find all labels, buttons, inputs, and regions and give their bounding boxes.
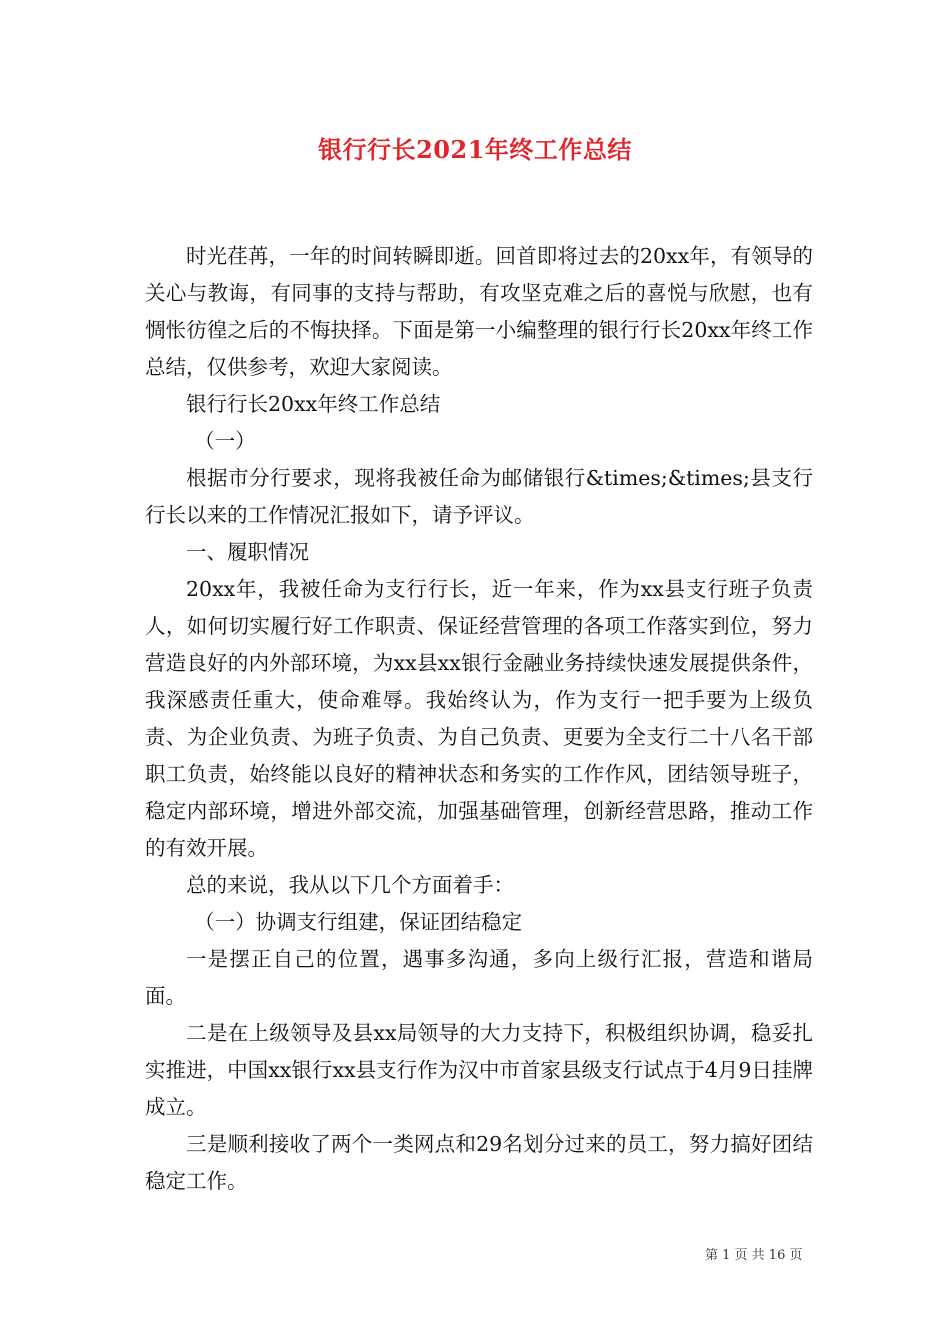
- paragraph-section-marker: （一）: [194, 429, 256, 453]
- page-footer: 第 1 页 共 16 页: [705, 1248, 803, 1263]
- paragraph-subtitle: 银行行长20xx年终工作总结: [186, 392, 441, 416]
- document-title: 银行行长2021年终工作总结: [318, 135, 632, 164]
- document-body: [145, 238, 813, 1200]
- paragraph-intro: 时光荏苒，一年的时间转瞬即逝。回首即将过去的20xx年，有领导的关心与教诲，有同事的支持与帮助，有攻坚克难之后的喜悦与欣慰，也有惆怅彷徨之后的不悔抉择。下面是第一小编整理的银行行长20xx年终工作总结，仅供参考，欢迎大家阅读。: [145, 244, 813, 379]
- paragraph-item-three: 三是顺利接收了两个一类网点和29名划分过来的员工，努力搞好团结稳定工作。: [145, 1132, 813, 1193]
- paragraph-heading-duties: 一、履职情况: [186, 540, 309, 564]
- paragraph-report-preface: 根据市分行要求，现将我被任命为邮储银行&times;&times;县支行行长以来的工作情况汇报如下，请予评议。: [145, 466, 813, 527]
- paragraph-overview: 总的来说，我从以下几个方面着手：: [186, 873, 514, 897]
- paragraph-item-two: 二是在上级领导及县xx局领导的大力支持下，积极组织协调，稳妥扎实推进，中国xx银行xx县支行作为汉中市首家县级支行试点于4月9日挂牌成立。: [145, 1021, 813, 1119]
- paragraph-heading-coordination: （一）协调支行组建，保证团结稳定: [194, 910, 523, 934]
- paragraph-duties-body: 20xx年，我被任命为支行行长，近一年来，作为xx县支行班子负责人，如何切实履行好工作职责、保证经营管理的各项工作落实到位，努力营造良好的内外部环境，为xx县xx银行金融业务持续快速发展提供条件，我深感责任重大，使命难辱。我始终认为，作为支行一把手要为上级负责、为企业负责、为班子负责、为自己负责、更要为全支行二十八名干部职工负责，始终能以良好的精神状态和务实的工作作风，团结领导班子，稳定内部环境，增进外部交流，加强基础管理，创新经营思路，推动工作的有效开展。: [145, 577, 813, 860]
- paragraph-item-one: 一是摆正自己的位置，遇事多沟通，多向上级行汇报，营造和谐局面。: [145, 947, 813, 1008]
